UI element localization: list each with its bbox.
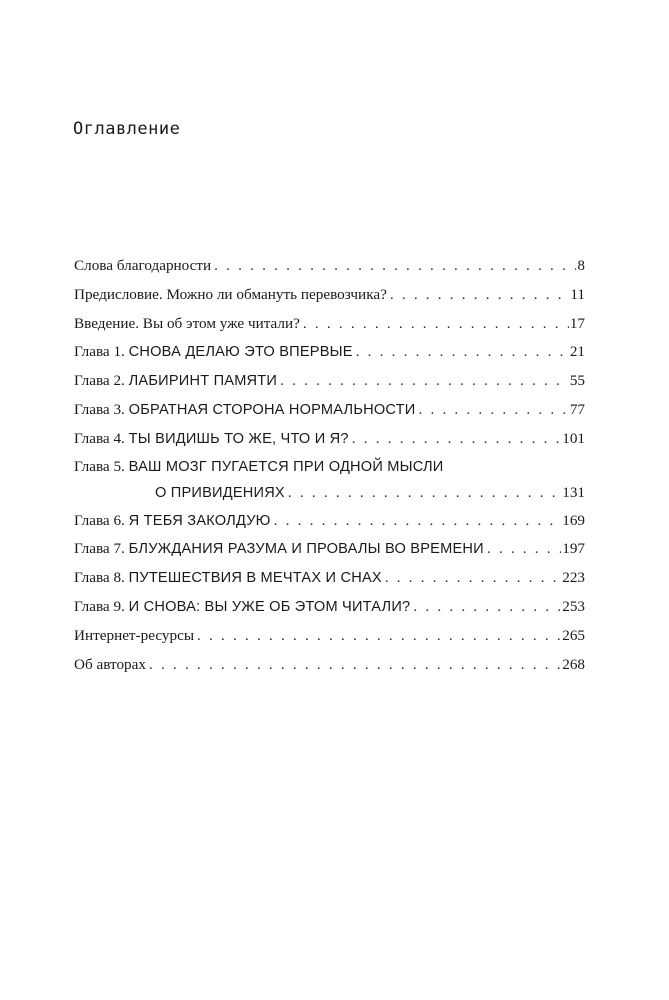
dot-leader — [288, 480, 561, 506]
toc-entry-page: 169 — [562, 511, 585, 529]
toc-entry-page: 17 — [569, 314, 585, 332]
dot-leader — [197, 622, 561, 651]
toc-entry-page: 223 — [562, 569, 585, 587]
toc-entry-text — [74, 338, 353, 367]
toc-entry-page: 11 — [570, 285, 585, 303]
toc-entry-page: 131 — [562, 483, 585, 501]
toc-entry-label: Слова благодарности — [74, 257, 212, 274]
dot-leader — [487, 535, 561, 564]
toc-entry[interactable] — [74, 622, 585, 651]
chapter-prefix: Глава 3. — [74, 400, 125, 418]
page-title: Оглавление — [73, 119, 181, 139]
toc-entry-page: 197 — [562, 540, 585, 558]
dot-leader — [274, 507, 562, 536]
dot-leader — [214, 252, 576, 281]
toc-entry-page: 268 — [562, 655, 585, 673]
toc-entry-chapter-8[interactable] — [74, 564, 585, 593]
toc-entry-page: 8 — [577, 257, 585, 274]
toc-entry-label: Введение. Вы об этом уже читали? — [74, 314, 300, 332]
toc-entry-chapter-5[interactable] — [74, 454, 585, 506]
toc-entry-second-line — [74, 480, 585, 506]
chapter-prefix: Глава 1. — [74, 343, 125, 361]
chapter-title: ОБРАТНАЯ СТОРОНА НОРМАЛЬНОСТИ — [128, 401, 416, 418]
chapter-prefix: Глава 2. — [74, 372, 125, 390]
chapter-title-continued: О ПРИВИДЕНИЯХ — [155, 484, 285, 501]
toc-entry-chapter-6[interactable] — [74, 507, 585, 536]
chapter-prefix: Глава 4. — [74, 429, 125, 447]
toc-entry-text — [74, 507, 271, 536]
toc-entry-text — [74, 367, 277, 396]
toc-entry-chapter-7[interactable] — [74, 535, 585, 564]
toc-entry-chapter-3[interactable] — [74, 396, 585, 425]
chapter-title: ПУТЕШЕСТВИЯ В МЕЧТАХ И СНАХ — [128, 570, 382, 587]
toc-entry[interactable] — [74, 651, 585, 680]
chapter-title: Я ТЕБЯ ЗАКОЛДУЮ — [128, 512, 271, 529]
dot-leader — [413, 593, 561, 622]
toc-entry-first-line — [74, 454, 585, 480]
chapter-prefix: Глава 8. — [74, 569, 125, 587]
dot-leader — [385, 564, 561, 593]
toc-entry-chapter-1[interactable] — [74, 338, 585, 367]
chapter-title: ВАШ МОЗГ ПУГАЕТСЯ ПРИ ОДНОЙ МЫСЛИ — [128, 458, 444, 475]
chapter-title: СНОВА ДЕЛАЮ ЭТО ВПЕРВЫЕ — [128, 344, 353, 361]
toc-entry-page: 265 — [562, 626, 585, 644]
toc-entry-page: 55 — [569, 372, 585, 390]
toc-entry-label: Интернет-ресурсы — [74, 626, 195, 644]
toc-entry-page: 101 — [562, 429, 585, 447]
toc-entry-text — [74, 425, 349, 454]
toc-entry-page: 253 — [562, 597, 585, 615]
toc-entry-chapter-2[interactable] — [74, 367, 585, 396]
chapter-prefix: Глава 7. — [74, 540, 125, 558]
dot-leader — [280, 367, 569, 396]
dot-leader — [303, 310, 569, 339]
toc-entry-text — [74, 396, 415, 425]
toc-entry-label: Предисловие. Можно ли обмануть перевозчика? — [74, 285, 387, 303]
chapter-title: ЛАБИРИНТ ПАМЯТИ — [128, 373, 278, 390]
chapter-prefix: Глава 5. — [74, 457, 125, 475]
chapter-prefix: Глава 6. — [74, 511, 125, 529]
toc-entry-chapter-4[interactable] — [74, 425, 585, 454]
chapter-title: ТЫ ВИДИШЬ ТО ЖЕ, ЧТО И Я? — [128, 430, 349, 447]
dot-leader — [418, 396, 568, 425]
toc-entry[interactable] — [74, 252, 585, 281]
toc-entry-chapter-9[interactable] — [74, 593, 585, 622]
table-of-contents — [74, 252, 585, 679]
toc-entry[interactable] — [74, 281, 585, 310]
chapter-prefix: Глава 9. — [74, 597, 125, 615]
toc-entry-text — [74, 564, 382, 593]
dot-leader — [390, 281, 570, 310]
dot-leader — [352, 425, 561, 454]
toc-entry-label: Об авторах — [74, 655, 146, 673]
toc-entry[interactable] — [74, 310, 585, 339]
chapter-title: И СНОВА: ВЫ УЖЕ ОБ ЭТОМ ЧИТАЛИ? — [128, 598, 411, 615]
toc-entry-page: 77 — [569, 400, 585, 418]
chapter-title: БЛУЖДАНИЯ РАЗУМА И ПРОВАЛЫ ВО ВРЕМЕНИ — [128, 541, 484, 558]
dot-leader — [149, 651, 561, 680]
dot-leader — [356, 338, 569, 367]
toc-entry-text — [74, 593, 410, 622]
toc-entry-page: 21 — [569, 343, 585, 361]
toc-entry-text — [74, 535, 484, 564]
